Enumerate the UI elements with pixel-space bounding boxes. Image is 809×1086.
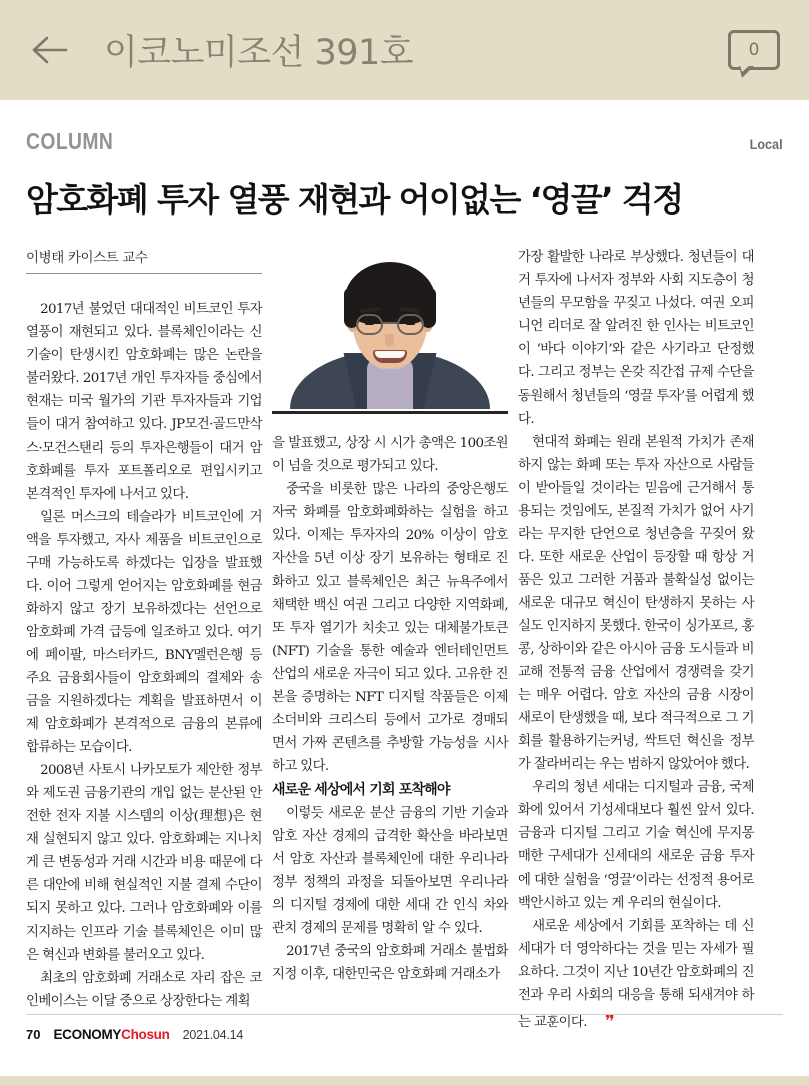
article-kicker: COLUMN <box>26 128 114 154</box>
author-portrait <box>272 246 508 409</box>
comment-bubble-icon <box>728 30 780 70</box>
portrait-illustration <box>272 246 508 409</box>
brand-economy: ECONOMY <box>53 1027 122 1042</box>
magazine-brand <box>53 1027 169 1042</box>
column-2-body <box>272 432 508 986</box>
article-section-label: Local <box>750 136 783 152</box>
back-button[interactable] <box>26 27 72 73</box>
paragraph: 일론 머스크의 테슬라가 비트코인에 거액을 투자했고, 자사 제품을 비트코인으로 구매 가능하도록 하겠다는 입장을 발표했다. 이어 그렇게 얻어지는 암호화폐를 현금화하지 않고 장기 보유하겠다는 선언으로 암호화폐 가격 급등에 일조하고 있다. 여기에 페이팔, 마스터카드, BNY멜런은행 등 주요 금융회사들이 암호화폐의 결제와 송금을 지원하겠다는 계획을 발표하면서 이제 암호화폐가 본격적으로 금융의 본류에 합류하는 모습이다. <box>26 509 262 756</box>
article-end-mark: ❞ <box>602 1011 615 1033</box>
paragraph: 2008년 사토시 나카모토가 제안한 정부와 제도권 금융기관의 개입 없는 분산된 안전한 전자 지불 시스템의 이상(理想)은 현재 실현되지 않고 있다. 암호화폐는 지나치게 큰 변동성과 거래 시간과 비용 때문에 다른 대안에 비해 현실적인 지불 결제 수단이 되지 못하고 있다. 그러나 암호화폐와 이를 지지하는 인프라 기술 블록체인은 이미 많은 혁신과 변화를 불러오고 있다. <box>26 763 262 963</box>
paragraph: 이렇듯 새로운 분산 금융의 기반 기술과 암호 자산 경제의 급격한 확산을 바라보면서 암호 자산과 블록체인에 대한 우리나라 정부 정책의 과정을 되돌아보면 우리나라의 디지털 경제에 대한 세대 간 인식 차와 관치 경제의 문제를 명확히 알 수 있다. <box>272 806 508 937</box>
article-page <box>0 100 809 1086</box>
issue-date: 2021.04.14 <box>182 1028 244 1042</box>
article-meta-row <box>26 100 783 155</box>
article-columns <box>26 246 783 1033</box>
author-byline: 이병태 카이스트 교수 <box>26 246 262 274</box>
paragraph: 우리의 청년 세대는 디지털과 금융, 국제화에 있어서 기성세대보다 훨씬 앞서 있다. 금융과 디지털 그리고 기술 혁신에 무지몽매한 구세대가 신세대의 새로운 금융 투자에 대한 실험을 ‘영끌’이라는 선정적 용어로 백안시하고 있는 게 우리의 현실이다. <box>518 780 754 911</box>
brand-chosun: Chosun <box>121 1027 170 1042</box>
article-column-1 <box>26 246 262 1009</box>
page-footer <box>26 1014 783 1042</box>
paragraph: 최초의 암호화폐 거래소로 자리 잡은 코인베이스는 이달 중으로 상장한다는 계획 <box>26 970 262 1009</box>
paragraph: 2017년 중국의 암호화폐 거래소 불법화 지정 이후, 대한민국은 암호화폐 거래소가 <box>272 944 508 983</box>
paragraph: 2017년 불었던 대대적인 비트코인 투자 열풍이 재현되고 있다. 블록체인이라는 신기술이 탄생시킨 암호화폐는 많은 논란을 불러왔다. 2017년 개인 투자자들 중심에서 현재는 미국 월가의 기관 투자자들과 기업들이 대거 참여하고 있다. JP모건·골드만삭스·모건스탠리 등의 투자은행들이 대거 암호화폐를 투자 포트폴리오로 편입시키고 본격적인 투자에 나서고 있다. <box>26 302 262 502</box>
page-number: 70 <box>26 1027 41 1042</box>
paragraph-text: 새로운 세상에서 기회를 포착하는 데 신세대가 더 영악하다는 것을 믿는 자세가 필요하다. 그것이 지난 10년간 암호화폐의 진전과 우리 사회의 대응을 통해 되새겨야 하는 교훈이다. <box>518 918 754 1030</box>
article-column-3 <box>518 246 754 1033</box>
magazine-issue-title: 이코노미조선 391호 <box>104 33 414 73</box>
bottom-accent-band <box>0 1076 809 1086</box>
paragraph: 현대적 화폐는 원래 본원적 가치가 존재하지 않는 화폐 또는 투자 자산으로 사람들이 받아들일 것이라는 믿음에 근거해서 통용되는 것임에도, 본질적 가치가 없어 사기라는 무지한 단언으로 청년층을 꾸짖어 왔다. 또한 새로운 산업이 등장할 때 항상 거품은 있고 그러한 거품과 불확실성 없이는 새로운 대규모 혁신이 탄생하지 못하는 사실도 인지하지 못했다. 한국이 싱가포르, 홍콩, 상하이와 같은 아시아 금융 도시들과 비교해 전통적 금융 산업에서 경쟁력을 갖기는 매우 어렵다. 암호 자산의 금융 시장이 새로이 탄생했을 때, 보다 적극적으로 그 기회를 활용하기는커녕, 싹트던 혁신을 정부가 잘라버리는 우는 범하지 않았어야 했다. <box>518 434 754 773</box>
comment-count: 0 <box>748 39 760 60</box>
paragraph: 가장 활발한 나라로 부상했다. 청년들이 대거 투자에 나서자 정부와 사회 지도층이 청년들의 무모함을 꾸짖고 나섰다. 여권 오피니언 리더로 잘 알려진 한 인사는 비트코인이 ‘바다 이야기’와 같은 사기라고 단정했다. 그리고 정부는 온갖 직간접 규제 수단을 동원해서 청년들의 ‘영끌 투자’를 어렵게 했다. <box>518 250 754 427</box>
comments-button[interactable] <box>725 24 783 76</box>
column-3-body <box>518 246 754 1036</box>
paragraph: 을 발표했고, 상장 시 시가 총액은 100조원이 넘을 것으로 평가되고 있다. <box>272 436 508 475</box>
article-headline: 암호화폐 투자 열풍 재현과 어이없는 ‘영끌’ 걱정 <box>26 180 683 219</box>
article-subheading: 새로운 세상에서 기회 포착해야 <box>272 781 450 798</box>
photo-divider-rule <box>272 411 508 414</box>
app-header-bar <box>0 0 809 100</box>
article-column-2 <box>272 246 508 986</box>
column-1-body <box>26 298 262 1012</box>
paragraph: 중국을 비롯한 많은 나라의 중앙은행도 자국 화폐를 암호화폐화하는 실험을 하고 있다. 이제는 투자자의 20% 이상이 암호 자산을 5년 이상 장기 보유하는 형태로 진화하고 있고 블록체인은 최근 뉴욕주에서 채택한 백신 여권 그리고 다양한 지역화폐, 또 투자 열기가 치솟고 있는 대체불가토큰(NFT) 기술을 통한 예술과 엔터테인먼트 산업의 새로운 자극이 되고 있다. 고유한 진본을 증명하는 NFT 디지털 작품들은 이제 소더비와 크리스티 등에서 고가로 경매되면서 가짜 콘텐츠를 추방할 가능성을 시사하고 있다. <box>272 482 508 774</box>
back-arrow-icon <box>29 33 69 67</box>
